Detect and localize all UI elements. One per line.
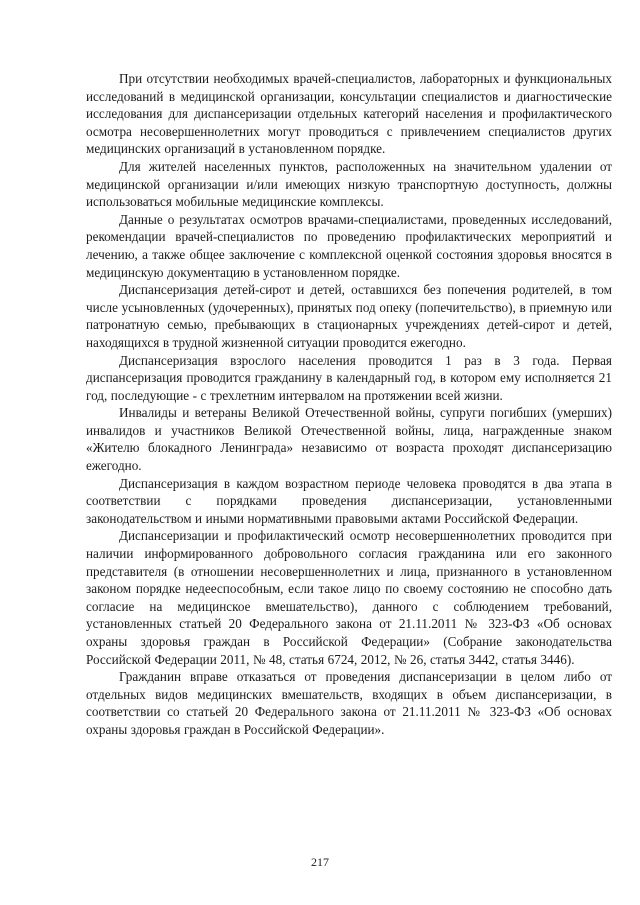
paragraph-orphans: Диспансеризация детей-сирот и детей, оставшихся без попечения родителей, в том числе усыновленных (удочеренных), принятых под опеку (попечительство), в приемную или патронатную семью, пребывающих в стационарных учреждениях детей-сирот и детей, находящихся в трудной жизненной ситуации проводится ежегодно. bbox=[86, 282, 612, 350]
paragraph-mobile-complexes: Для жителей населенных пунктов, расположенных на значительном удалении от медицинской организации и/или имеющих низкую транспортную доступность, должны использоваться мобильные медицинские комплексы. bbox=[86, 158, 612, 210]
paragraph-informed-consent: Диспансеризации и профилактический осмотр несовершеннолетних проводится при наличии информированного добровольного согласия гражданина или его законного представителя (в отношении несовершеннолетних и лица, признанного в установленном законом порядке недееспособным, если такое лицо по своему состоянию не способно дать согласие на медицинское вмешательство), данного с соблюдением требований, установленных статьей 20 Федерального закона от 21.11.2011 № 323-ФЗ «Об основах охраны здоровья граждан в Российской Федерации» (Собрание законодательства Российской Федерации 2011, № 48, статья 6724, 2012, № 26, статья 3442, статья 3446). bbox=[86, 528, 612, 667]
paragraph-right-to-refuse: Гражданин вправе отказаться от проведения диспансеризации в целом либо от отдельных видов медицинских вмешательств, входящих в объем диспансеризации, в соответствии со статьей 20 Федерального закона от 21.11.2011 № 323-ФЗ «Об основах охраны здоровья граждан в Российской Федерации». bbox=[86, 669, 612, 737]
document-body bbox=[86, 70, 612, 739]
paragraph-two-stages: Диспансеризация в каждом возрастном периоде человека проводятся в два этапа в соответствии с порядками проведения диспансеризации, установленными законодательством и иными нормативными правовыми актами Российской Федерации. bbox=[86, 475, 612, 526]
paragraph-veterans: Инвалиды и ветераны Великой Отечественной войны, супруги погибших (умерших) инвалидов и участников Великой Отечественной войны, лица, награжденные знаком «Жителю блокадного Ленинграда» независимо от возраста проходят диспансеризацию ежегодно. bbox=[86, 405, 612, 474]
paragraph-adult-population: Диспансеризация взрослого населения проводится 1 раз в 3 года. Первая диспансеризация проводится гражданину в календарный год, в котором ему исполняется 21 год, последующие - с трехлетним интервалом на протяжении всей жизни. bbox=[86, 352, 612, 403]
paragraph-exam-results: Данные о результатах осмотров врачами-специалистами, проведенных исследований, рекомендации врачей-специалистов по проведению профилактических мероприятий и лечению, а также общее заключение с комплексной оценкой состояния здоровья вносятся в медицинскую документацию в установленном порядке. bbox=[86, 211, 612, 280]
page-number: 217 bbox=[311, 855, 329, 869]
paragraph-specialists: При отсутствии необходимых врачей-специалистов, лабораторных и функциональных исследований в медицинской организации, консультации специалистов и диагностические исследования для диспансеризации отдельных категорий населения и профилактического осмотра несовершеннолетних могут проводиться с привлечением специалистов других медицинских организаций в установленном порядке. bbox=[86, 71, 612, 157]
